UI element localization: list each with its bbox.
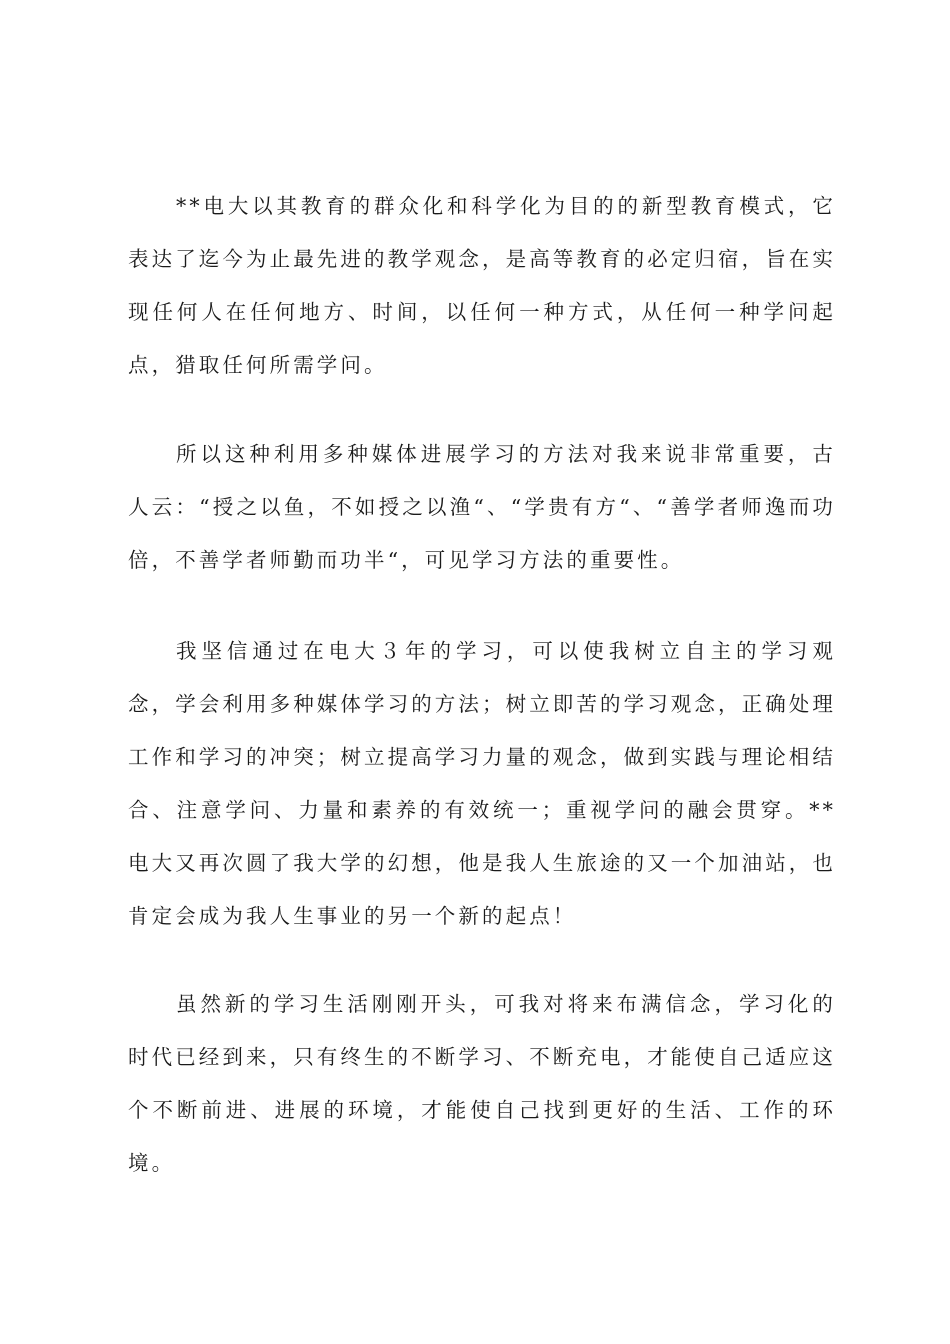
- paragraph-4: 虽然新的学习生活刚刚开头，可我对将来布满信念，学习化的时代已经到来，只有终生的不断学习、不断充电，才能使自己适应这个不断前进、进展的环境，才能使自己找到更好的生活、工作的环境。: [128, 992, 836, 1175]
- paragraph-1: **电大以其教育的群众化和科学化为目的的新型教育模式，它表达了迄今为止最先进的教学观念，是高等教育的必定归宿，旨在实现任何人在任何地方、时间，以任何一种方式，从任何一种学问起点，猎取任何所需学问。: [128, 194, 836, 377]
- paragraph-2: 所以这种利用多种媒体进展学习的方法对我来说非常重要，古人云：“授之以鱼，不如授之以渔“、“学贵有方“、“善学者师逸而功倍，不善学者师勤而功半“，可见学习方法的重要性。: [128, 442, 836, 572]
- paragraph-3: 我坚信通过在电大３年的学习，可以使我树立自主的学习观念，学会利用多种媒体学习的方法；树立即苦的学习观念，正确处理工作和学习的冲突；树立提高学习力量的观念，做到实践与理论相结合、注意学问、力量和素养的有效统一；重视学问的融会贯穿。**电大又再次圆了我大学的幻想，他是我人生旅途的又一个加油站，也肯定会成为我人生事业的另一个新的起点！: [128, 639, 836, 928]
